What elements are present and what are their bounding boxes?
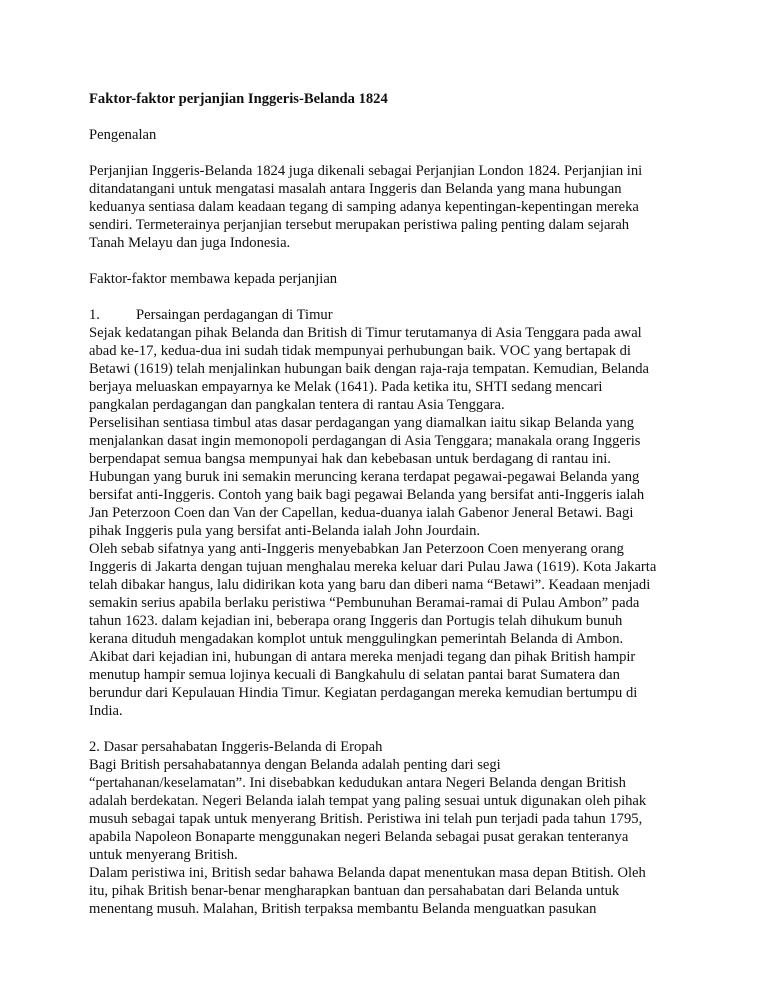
paragraph-line: itu, pihak British benar-benar mengharapkan bantuan dan persahabatan dari Belanda untuk: [89, 883, 620, 899]
section-2-heading: 2. Dasar persahabatan Inggeris-Belanda di Eropah: [89, 739, 383, 755]
paragraph-line: musuh sebagai tapak untuk menyerang British. Peristiwa ini telah pun terjadi pada tahun 1795,: [89, 811, 643, 827]
paragraph-line: semakin serius apabila berlaku peristiwa “Pembunuhan Beramai-ramai di Pulau Ambon” pada: [89, 595, 640, 611]
paragraph-line: India.: [89, 703, 123, 719]
section-1: [89, 306, 689, 720]
paragraph-line: tahun 1623. dalam kejadian ini, beberapa orang Inggeris dan Portugis telah dihukum bunuh: [89, 613, 623, 629]
factors-heading: Faktor-faktor membawa kepada perjanjian: [89, 271, 338, 287]
document-page: [89, 90, 689, 936]
paragraph-line: menentang musuh. Malahan, British terpaksa membantu Belanda menguatkan pasukan: [89, 901, 597, 917]
paragraph-line: Hubungan yang buruk ini semakin meruncing kerana terdapat pegawai-pegawai Belanda yang: [89, 469, 640, 485]
paragraph-line: untuk menyerang British.: [89, 847, 238, 863]
section-1-heading: [89, 306, 689, 324]
paragraph-line: keduanya sentiasa dalam keadaan tegang di samping adanya kepentingan-kepentingan mereka: [89, 199, 639, 215]
paragraph-line: abad ke-17, kedua-dua ini sudah tidak mempunyai perhubungan baik. VOC yang bertapak di: [89, 343, 631, 359]
section-2: [89, 738, 689, 918]
paragraph-line: Betawi (1619) telah menjalinkan hubungan baik dengan raja-raja tempatan. Kemudian, Belanda: [89, 361, 650, 377]
paragraph-line: adalah berdekatan. Negeri Belanda ialah tempat yang paling sesuai untuk digunakan oleh pihak: [89, 793, 647, 809]
paragraph-line: berpendapat semua bangsa mempunyai hak dan kebebasan untuk berdagang di rantau ini.: [89, 451, 611, 467]
paragraph-line: Bagi British persahabatannya dengan Belanda adalah penting dari segi: [89, 757, 501, 773]
document-title: Faktor-faktor perjanjian Inggeris-Belanda 1824: [89, 91, 388, 107]
paragraph-line: bersifat anti-Inggeris. Contoh yang baik bagi pegawai Belanda yang bersifat anti-Inggeris ialah: [89, 487, 645, 503]
intro-paragraph: [89, 162, 689, 252]
paragraph-line: Tanah Melayu dan juga Indonesia.: [89, 235, 291, 251]
paragraph-line: Oleh sebab sifatnya yang anti-Inggeris menyebabkan Jan Peterzoon Coen menyerang orang: [89, 541, 624, 557]
paragraph-line: Sejak kedatangan pihak Belanda dan British di Timur terutamanya di Asia Tenggara pada awal: [89, 325, 642, 341]
section-1-number: 1.: [89, 307, 100, 323]
paragraph-line: berundur dari Kepulauan Hindia Timur. Kegiatan perdagangan mereka kemudian bertumpu di: [89, 685, 638, 701]
paragraph-line: Jan Peterzoon Coen dan Van der Capellan, kedua-duanya ialah Gabenor Jeneral Betawi. Bagi: [89, 505, 634, 521]
paragraph-line: “pertahanan/keselamatan”. Ini disebabkan kedudukan antara Negeri Belanda dengan British: [89, 775, 626, 791]
paragraph-line: menjalankan dasat ingin memonopoli perdagangan di Asia Tenggara; manakala orang Inggeris: [89, 433, 641, 449]
paragraph-line: sendiri. Termeterainya perjanjian tersebut merupakan peristiwa paling penting dalam sejarah: [89, 217, 630, 233]
section-1-title: Persaingan perdagangan di Timur: [136, 307, 333, 323]
paragraph-line: pangkalan perdagangan dan pangkalan tentera di rantau Asia Tenggara.: [89, 397, 505, 413]
paragraph-line: pihak Inggeris pula yang bersifat anti-Belanda ialah John Jourdain.: [89, 523, 481, 539]
paragraph-line: Dalam peristiwa ini, British sedar bahawa Belanda dapat menentukan masa depan Btitish. Oleh: [89, 865, 646, 881]
paragraph-line: berjaya meluaskan empayarnya ke Melak (1641). Pada ketika itu, SHTI sedang mencari: [89, 379, 603, 395]
paragraph-line: apabila Napoleon Bonaparte menggunakan negeri Belanda sebagai pusat gerakan tenteranya: [89, 829, 629, 845]
intro-heading: Pengenalan: [89, 127, 157, 143]
paragraph-line: Perjanjian Inggeris-Belanda 1824 juga dikenali sebagai Perjanjian London 1824. Perjanjian ini: [89, 163, 643, 179]
paragraph-line: Akibat dari kejadian ini, hubungan di antara mereka menjadi tegang dan pihak British hampir: [89, 649, 636, 665]
paragraph-line: Inggeris di Jakarta dengan tujuan menghalau mereka keluar dari Pulau Jawa (1619). Kota Jakarta: [89, 559, 657, 575]
paragraph-line: ditandatangani untuk mengatasi masalah antara Inggeris dan Belanda yang mana hubungan: [89, 181, 622, 197]
paragraph-line: menutup hampir semua lojinya kecuali di Bangkahulu di selatan pantai barat Sumatera dan: [89, 667, 620, 683]
paragraph-line: Perselisihan sentiasa timbul atas dasar perdagangan yang diamalkan iaitu sikap Belanda yang: [89, 415, 635, 431]
paragraph-line: telah dibakar hangus, lalu didirikan kota yang baru dan diberi nama “Betawi”. Keadaan menjadi: [89, 577, 651, 593]
paragraph-line: kerana dituduh mengadakan komplot untuk menggulingkan pemerintah Belanda di Ambon.: [89, 631, 624, 647]
